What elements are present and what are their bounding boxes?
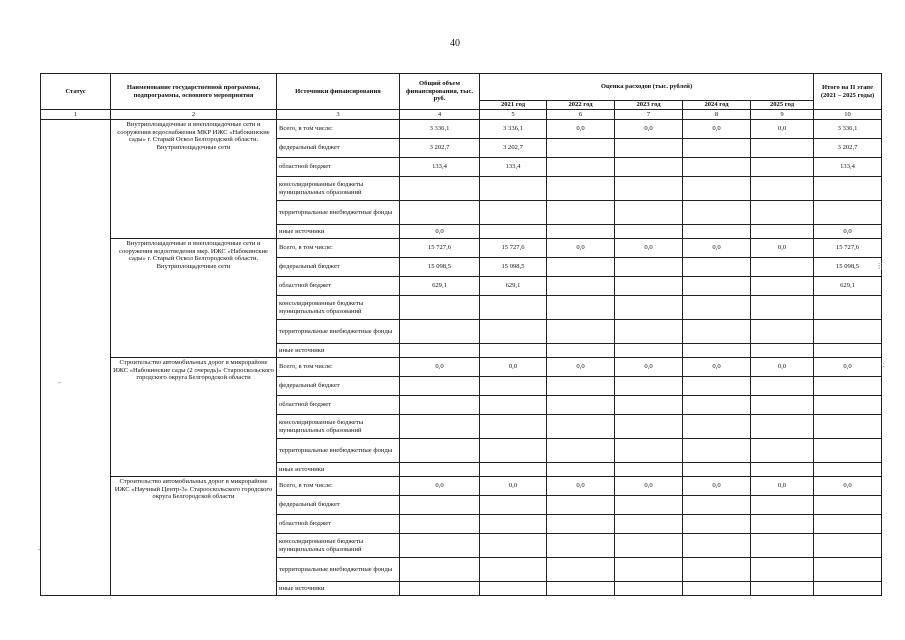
amount-cell	[480, 534, 547, 558]
amount-cell: 0,0	[751, 120, 814, 139]
amount-cell	[615, 534, 683, 558]
amount-cell	[683, 344, 751, 358]
funding-source: территориальные внебюджетные фонды	[277, 201, 400, 225]
funding-source: территориальные внебюджетные фонды	[277, 320, 400, 344]
amount-cell	[547, 158, 615, 177]
amount-cell	[751, 344, 814, 358]
amount-cell: 133,4	[814, 158, 882, 177]
funding-source: федеральный бюджет	[277, 377, 400, 396]
amount-cell	[400, 439, 480, 463]
amount-cell	[480, 344, 547, 358]
funding-source: областной бюджет	[277, 396, 400, 415]
funding-source: консолидированные бюджеты муниципальных образований	[277, 296, 400, 320]
funding-source: консолидированные бюджеты муниципальных образований	[277, 415, 400, 439]
amount-cell: 0,0	[547, 120, 615, 139]
column-number: 10	[814, 110, 882, 120]
column-number: 1	[41, 110, 111, 120]
amount-cell: 0,0	[480, 358, 547, 377]
amount-cell: 0,0	[400, 358, 480, 377]
amount-cell	[400, 177, 480, 201]
amount-cell: 3 336,1	[814, 120, 882, 139]
amount-cell	[480, 396, 547, 415]
amount-cell	[615, 582, 683, 596]
funding-source: Всего, в том числе:	[277, 120, 400, 139]
amount-cell: 0,0	[480, 477, 547, 496]
funding-source: иные источники	[277, 582, 400, 596]
amount-cell: 629,1	[400, 277, 480, 296]
funding-source: федеральный бюджет	[277, 258, 400, 277]
column-number: 8	[683, 110, 751, 120]
amount-cell	[400, 415, 480, 439]
amount-cell	[480, 463, 547, 477]
scan-mark: -	[38, 545, 41, 554]
amount-cell	[547, 139, 615, 158]
amount-cell: 3 202,7	[480, 139, 547, 158]
amount-cell: 629,1	[480, 277, 547, 296]
scan-mark: ·:	[880, 360, 885, 369]
amount-cell	[615, 439, 683, 463]
amount-cell	[751, 396, 814, 415]
amount-cell	[400, 320, 480, 344]
amount-cell: 0,0	[683, 477, 751, 496]
amount-cell	[751, 558, 814, 582]
column-number: 4	[400, 110, 480, 120]
column-number: 2	[111, 110, 277, 120]
amount-cell: 0,0	[615, 358, 683, 377]
column-number: 7	[615, 110, 683, 120]
amount-cell	[751, 515, 814, 534]
amount-cell	[547, 201, 615, 225]
amount-cell	[400, 515, 480, 534]
funding-source: консолидированные бюджеты муниципальных образований	[277, 534, 400, 558]
amount-cell	[400, 396, 480, 415]
amount-cell: 0,0	[615, 477, 683, 496]
funding-source: Всего, в том числе:	[277, 358, 400, 377]
amount-cell	[547, 463, 615, 477]
amount-cell	[751, 158, 814, 177]
amount-cell: 0,0	[547, 477, 615, 496]
amount-cell	[400, 377, 480, 396]
header-year: 2022 год	[547, 101, 615, 110]
amount-cell	[683, 515, 751, 534]
amount-cell: 0,0	[814, 477, 882, 496]
amount-cell	[615, 558, 683, 582]
amount-cell	[547, 534, 615, 558]
header-year: 2024 год	[683, 101, 751, 110]
amount-cell	[400, 344, 480, 358]
amount-cell	[480, 515, 547, 534]
funding-source: иные источники	[277, 463, 400, 477]
amount-cell	[683, 463, 751, 477]
amount-cell: 629,1	[814, 277, 882, 296]
amount-cell	[683, 139, 751, 158]
header-sources: Источники финансирования	[277, 74, 400, 110]
funding-source: федеральный бюджет	[277, 496, 400, 515]
amount-cell	[547, 258, 615, 277]
amount-cell: 0,0	[683, 358, 751, 377]
amount-cell	[683, 320, 751, 344]
amount-cell: 0,0	[751, 477, 814, 496]
column-number: 9	[751, 110, 814, 120]
amount-cell: 133,4	[480, 158, 547, 177]
measure-name: Внутриплощадочные и внеплощадочные сети и сооружения водоотведения мкр. ИЖС «Набокинские сады» г. Старый Оскол Белгородской области. Внутриплощадочные сети	[111, 239, 277, 358]
amount-cell	[814, 396, 882, 415]
amount-cell	[400, 296, 480, 320]
amount-cell	[814, 534, 882, 558]
amount-cell: 0,0	[400, 225, 480, 239]
funding-source: областной бюджет	[277, 277, 400, 296]
amount-cell	[683, 296, 751, 320]
amount-cell: 0,0	[547, 239, 615, 258]
amount-cell	[615, 158, 683, 177]
amount-cell	[400, 582, 480, 596]
amount-cell	[615, 415, 683, 439]
amount-cell	[615, 225, 683, 239]
amount-cell: 15 098,5	[480, 258, 547, 277]
amount-cell	[480, 177, 547, 201]
amount-cell: 3 336,1	[400, 120, 480, 139]
amount-cell	[615, 201, 683, 225]
table-row	[41, 120, 882, 139]
amount-cell	[547, 377, 615, 396]
funding-source: территориальные внебюджетные фонды	[277, 558, 400, 582]
amount-cell: 0,0	[615, 120, 683, 139]
funding-source: федеральный бюджет	[277, 139, 400, 158]
scan-mark: ⁞⁞	[878, 262, 883, 271]
table-row	[41, 477, 882, 496]
amount-cell	[683, 201, 751, 225]
funding-source: областной бюджет	[277, 515, 400, 534]
amount-cell	[480, 582, 547, 596]
amount-cell	[814, 558, 882, 582]
amount-cell	[814, 515, 882, 534]
amount-cell: 0,0	[814, 225, 882, 239]
funding-source: Всего, в том числе:	[277, 477, 400, 496]
amount-cell	[751, 296, 814, 320]
amount-cell	[683, 582, 751, 596]
header-estimate: Оценка расходов (тыс. рублей)	[480, 74, 814, 101]
budget-table	[40, 73, 882, 596]
funding-source: иные источники	[277, 225, 400, 239]
amount-cell	[615, 344, 683, 358]
amount-cell	[683, 496, 751, 515]
amount-cell: 0,0	[751, 358, 814, 377]
funding-source: иные источники	[277, 344, 400, 358]
amount-cell: 3 336,1	[480, 120, 547, 139]
amount-cell	[547, 515, 615, 534]
amount-cell	[400, 558, 480, 582]
amount-cell	[683, 177, 751, 201]
amount-cell	[683, 439, 751, 463]
amount-cell	[400, 496, 480, 515]
amount-cell: 0,0	[683, 120, 751, 139]
amount-cell: 0,0	[547, 358, 615, 377]
measure-name: Внутриплощадочные и внеплощадочные сети и сооружения водоснабжения МКР ИЖС «Набокинские сады» г. Старый Оскол Белгородской области. Внутриплощадочные сети	[111, 120, 277, 239]
header-year: 2021 год	[480, 101, 547, 110]
column-number: 5	[480, 110, 547, 120]
header-stage-total: Итого на II этапе (2021 – 2025 годы)	[814, 74, 882, 110]
amount-cell: 3 202,7	[400, 139, 480, 158]
funding-source: Всего, в том числе:	[277, 239, 400, 258]
amount-cell: 15 727,6	[814, 239, 882, 258]
amount-cell	[814, 344, 882, 358]
amount-cell	[615, 296, 683, 320]
amount-cell	[751, 177, 814, 201]
amount-cell	[814, 415, 882, 439]
amount-cell	[814, 463, 882, 477]
amount-cell	[615, 515, 683, 534]
amount-cell: 15 098,5	[814, 258, 882, 277]
amount-cell	[615, 377, 683, 396]
amount-cell	[683, 277, 751, 296]
amount-cell	[814, 496, 882, 515]
amount-cell	[480, 439, 547, 463]
amount-cell	[751, 377, 814, 396]
amount-cell: 0,0	[751, 239, 814, 258]
column-number: 3	[277, 110, 400, 120]
amount-cell	[547, 177, 615, 201]
amount-cell	[547, 277, 615, 296]
amount-cell	[751, 534, 814, 558]
amount-cell	[683, 415, 751, 439]
amount-cell: 0,0	[814, 358, 882, 377]
amount-cell	[547, 558, 615, 582]
amount-cell	[683, 158, 751, 177]
measure-name: Строительство автомобильных дорог в микрорайоне ИЖС «Научный Центр-3» Старооскольского городского округа Белгородской области	[111, 477, 277, 596]
amount-cell	[480, 377, 547, 396]
amount-cell: 3 202,7	[814, 139, 882, 158]
amount-cell	[751, 463, 814, 477]
amount-cell	[615, 258, 683, 277]
amount-cell	[814, 377, 882, 396]
table-row	[41, 358, 882, 377]
amount-cell	[547, 225, 615, 239]
amount-cell	[615, 139, 683, 158]
amount-cell	[751, 320, 814, 344]
amount-cell	[547, 415, 615, 439]
amount-cell	[547, 496, 615, 515]
amount-cell	[615, 496, 683, 515]
scan-mark: -	[58, 378, 61, 387]
amount-cell: 15 727,6	[480, 239, 547, 258]
amount-cell	[814, 439, 882, 463]
amount-cell	[480, 296, 547, 320]
amount-cell	[615, 320, 683, 344]
amount-cell	[751, 139, 814, 158]
amount-cell: 0,0	[683, 239, 751, 258]
amount-cell	[547, 582, 615, 596]
amount-cell	[547, 439, 615, 463]
column-number: 6	[547, 110, 615, 120]
amount-cell	[683, 225, 751, 239]
amount-cell	[547, 320, 615, 344]
amount-cell	[683, 396, 751, 415]
amount-cell	[615, 277, 683, 296]
header-status: Статус	[41, 74, 111, 110]
amount-cell	[400, 534, 480, 558]
amount-cell: 15 098,5	[400, 258, 480, 277]
amount-cell	[751, 225, 814, 239]
amount-cell	[547, 396, 615, 415]
header-total: Общий объем финансирования, тыс. руб.	[400, 74, 480, 110]
amount-cell	[400, 201, 480, 225]
amount-cell	[547, 296, 615, 320]
amount-cell	[814, 320, 882, 344]
header-year: 2025 год	[751, 101, 814, 110]
amount-cell	[683, 534, 751, 558]
amount-cell	[480, 225, 547, 239]
funding-source: консолидированные бюджеты муниципальных образований	[277, 177, 400, 201]
amount-cell	[683, 258, 751, 277]
page-number: 40	[450, 38, 460, 49]
amount-cell: 0,0	[400, 477, 480, 496]
amount-cell	[751, 496, 814, 515]
amount-cell	[683, 377, 751, 396]
status-cell	[41, 120, 111, 596]
table-row	[41, 239, 882, 258]
amount-cell	[814, 201, 882, 225]
funding-source: территориальные внебюджетные фонды	[277, 439, 400, 463]
amount-cell	[814, 177, 882, 201]
funding-source: областной бюджет	[277, 158, 400, 177]
amount-cell	[615, 396, 683, 415]
header-year: 2023 год	[615, 101, 683, 110]
amount-cell	[480, 201, 547, 225]
amount-cell	[480, 496, 547, 515]
amount-cell	[683, 558, 751, 582]
column-number-row	[41, 110, 882, 120]
amount-cell	[751, 201, 814, 225]
amount-cell	[400, 463, 480, 477]
measure-name: Строительство автомобильных дорог в микрорайоне ИЖС «Набокинские сады (2 очередь)» Старооскольского городского округа Белгородской области	[111, 358, 277, 477]
amount-cell	[751, 258, 814, 277]
header-name: Наименование государственной программы, подпрограммы, основного мероприятия	[111, 74, 277, 110]
amount-cell	[814, 582, 882, 596]
amount-cell	[814, 296, 882, 320]
amount-cell: 0,0	[615, 239, 683, 258]
amount-cell	[751, 277, 814, 296]
amount-cell	[751, 415, 814, 439]
amount-cell	[751, 582, 814, 596]
amount-cell: 15 727,6	[400, 239, 480, 258]
amount-cell	[480, 558, 547, 582]
amount-cell	[480, 320, 547, 344]
amount-cell	[615, 177, 683, 201]
amount-cell	[615, 463, 683, 477]
amount-cell: 133,4	[400, 158, 480, 177]
amount-cell	[480, 415, 547, 439]
amount-cell	[547, 344, 615, 358]
amount-cell	[751, 439, 814, 463]
